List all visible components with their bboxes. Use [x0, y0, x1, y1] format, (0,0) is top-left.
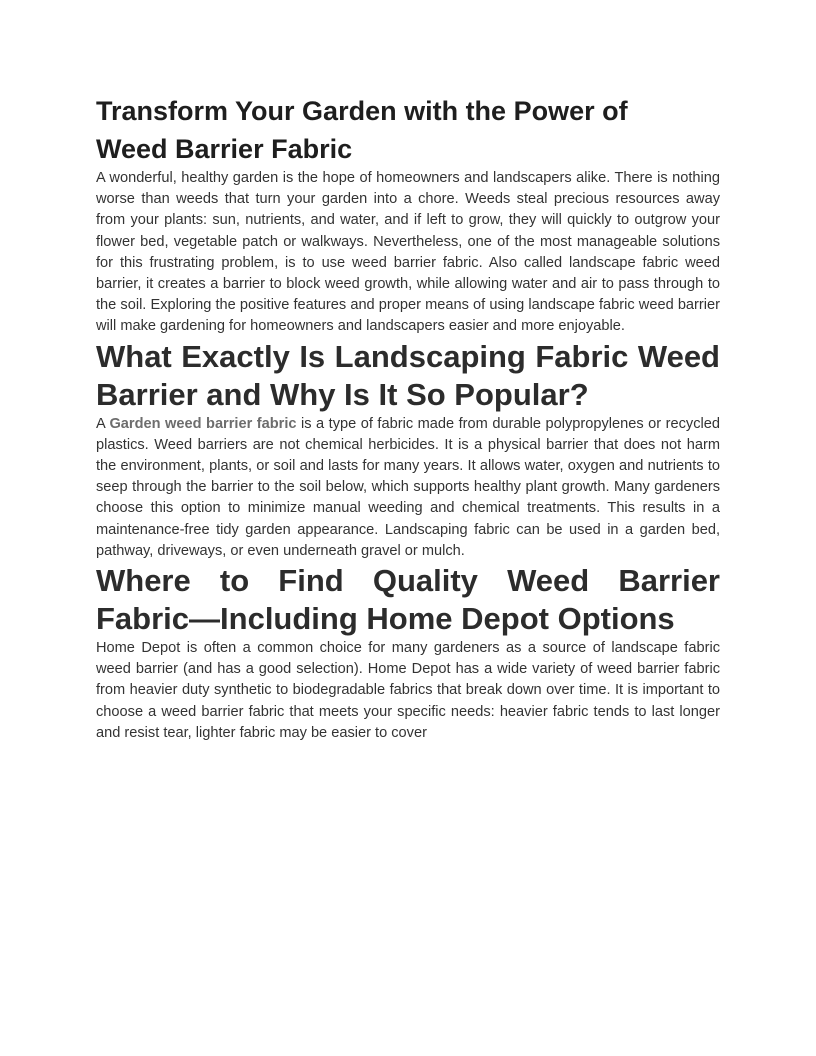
section-heading-where-to-find [96, 562, 720, 638]
section-heading-where-to-find-line-2: Fabric—Including Home Depot Options [96, 601, 675, 637]
page-title-line-2: Weed Barrier Fabric [96, 134, 353, 164]
what-is-paragraph [96, 414, 720, 562]
page-title-line-1: Transform Your Garden with the Power of [96, 96, 628, 126]
section-heading-what-is-line-2: Barrier and Why Is It So Popular? [96, 376, 589, 412]
page-title [96, 92, 720, 168]
document-page [96, 92, 720, 744]
section-heading-what-is-line-1: What Exactly Is Landscaping Fabric Weed [96, 338, 720, 374]
section-heading-what-is [96, 338, 720, 414]
what-is-body: is a type of fabric made from durable polypropylenes or recycled plastics. Weed barriers are not chemical herbicides. It is a physical barrier that does not harm the environment, plants, or soil and lasts for many years. It allows water, oxygen and nutrients to seep through the barrier to the soil below, which supports healthy plant growth. Many gardeners choose this option to minimize manual weeding and chemical treatments. This results in a maintenance-free tidy garden appearance. Landscaping fabric can be used in a garden bed, pathway, driveways, or even underneath gravel or mulch. [96, 415, 720, 559]
garden-weed-barrier-fabric-link[interactable]: Garden weed barrier fabric [109, 415, 297, 432]
where-to-find-paragraph: Home Depot is often a common choice for many gardeners as a source of landscape fabric weed barrier (and has a good selection). Home Depot has a wide variety of weed barrier fabric from heavier duty synthetic to biodegradable fabrics that break down over time. It is important to choose a weed barrier fabric that meets your specific needs: heavier fabric tends to last longer and resist tear, lighter fabric may be easier to cover [96, 640, 720, 741]
section-heading-where-to-find-line-1: Where to Find Quality Weed Barrier [96, 563, 720, 599]
intro-paragraph: A wonderful, healthy garden is the hope of homeowners and landscapers alike. There is nothing worse than weeds that turn your garden into a chore. Weeds steal precious resources away from your plants: sun, nutrients, and water, and if left to grow, they will quickly to outgrow your flower bed, vegetable patch or walkways. Nevertheless, one of the most manageable solutions for this frustrating problem, is to use weed barrier fabric. Also called landscape fabric weed barrier, it creates a barrier to block weed growth, while allowing water and air to pass through to the soil. Exploring the positive features and proper means of using landscape fabric weed barrier will make gardening for homeowners and landscapers easier and more enjoyable. [96, 170, 720, 335]
what-is-lead: A [96, 415, 110, 432]
